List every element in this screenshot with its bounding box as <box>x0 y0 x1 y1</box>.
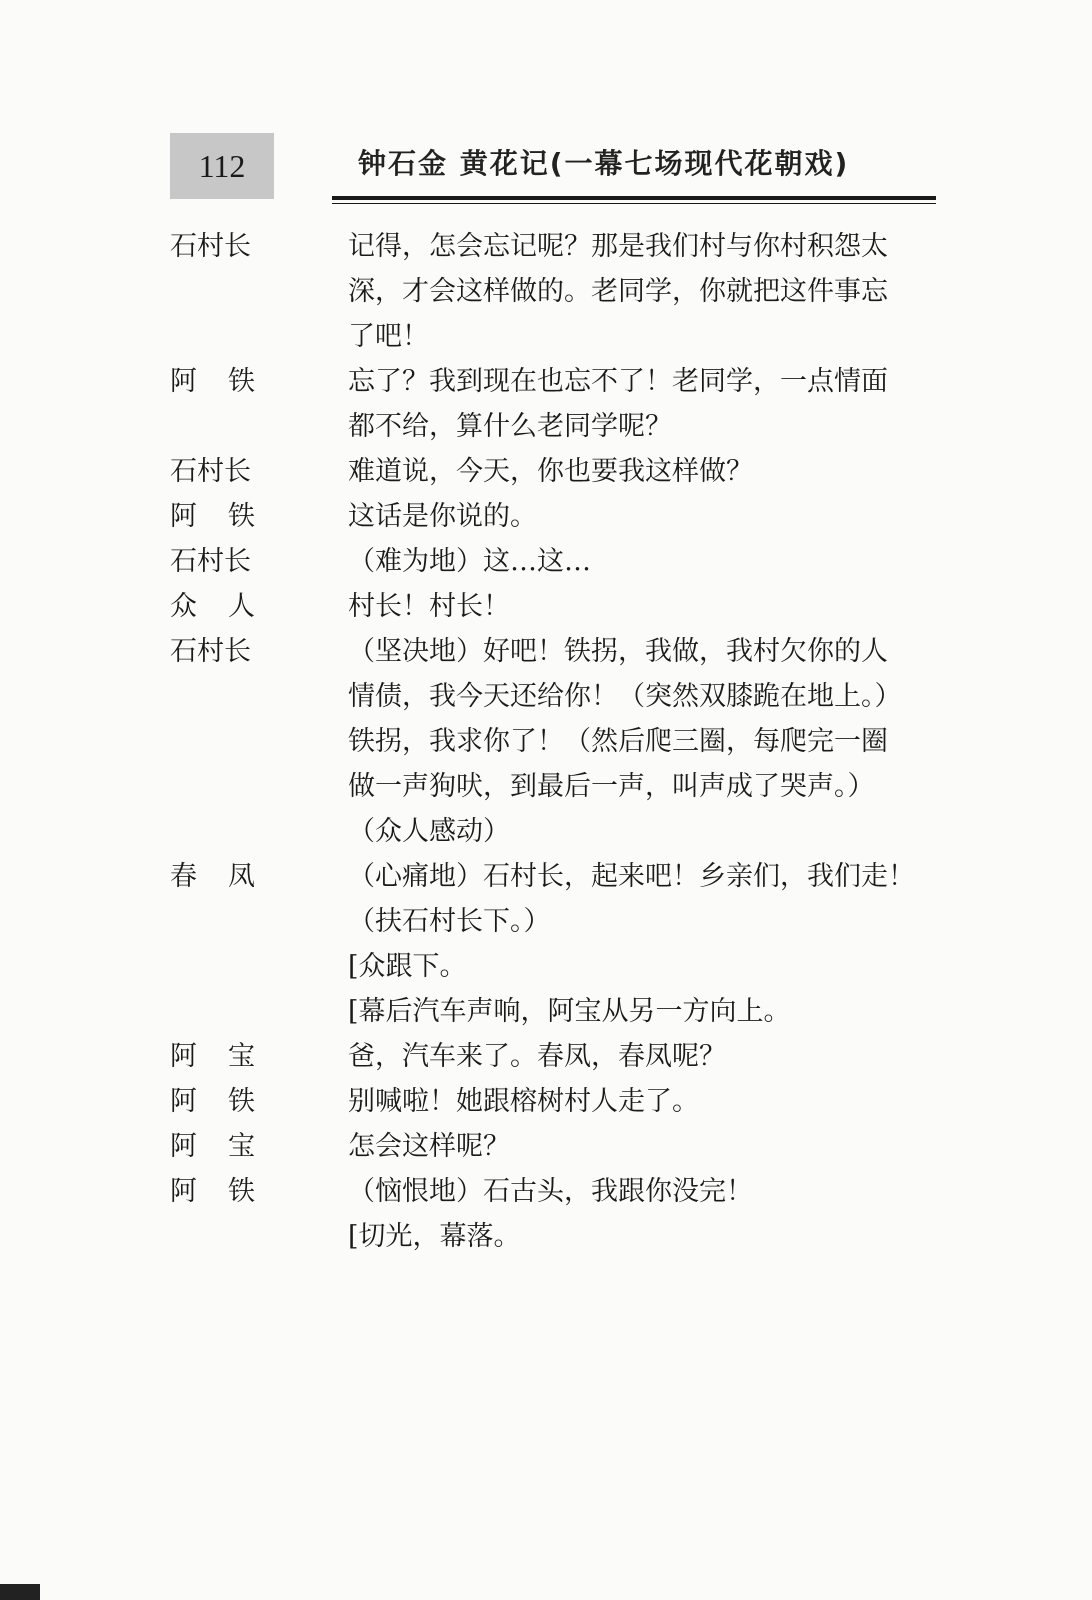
running-title: 钟石金 黄花记(一幕七场现代花朝戏) <box>358 147 850 180</box>
speaker-name: 石村长 <box>170 231 251 262</box>
speaker-char: 阿 <box>170 1086 197 1117</box>
dialogue-line: 村长！村长！ <box>348 591 510 622</box>
speaker-name <box>170 1034 280 1079</box>
dialogue-entry <box>170 1124 940 1169</box>
dialogue-line: 了吧！ <box>348 321 429 352</box>
dialogue-line: [幕后汽车声响，阿宝从另一方向上。 <box>348 996 791 1027</box>
dialogue-line: 怎会这样呢？ <box>348 1131 510 1162</box>
dialogue-lines <box>348 449 940 494</box>
dialogue-line: （心痛地）石村长，起来吧！乡亲们，我们走！ <box>348 861 915 892</box>
speaker-name: 石村长 <box>170 546 251 577</box>
dialogue-line: 铁拐，我求你了！（然后爬三圈，每爬完一圈 <box>348 726 888 757</box>
dialogue-line: 别喊啦！她跟榕树村人走了。 <box>348 1086 699 1117</box>
dialogue-lines <box>348 1079 940 1124</box>
speaker-char: 众 <box>170 591 197 622</box>
dialogue-entry <box>170 1079 940 1124</box>
dialogue-line: 做一声狗吠，到最后一声，叫声成了哭声。） <box>348 771 875 802</box>
dialogue-lines <box>348 359 940 449</box>
speaker-char: 阿 <box>170 1176 197 1207</box>
dialogue-lines <box>348 854 940 1034</box>
dialogue-entry <box>170 854 940 1034</box>
speaker-char: 宝 <box>228 1131 255 1162</box>
dialogue-entry <box>170 584 940 629</box>
script-body <box>170 224 940 1259</box>
dialogue-line: 爸，汽车来了。春凤，春凤呢？ <box>348 1041 726 1072</box>
speaker-char: 铁 <box>228 501 255 532</box>
dialogue-entry <box>170 539 940 584</box>
speaker-char: 铁 <box>228 1176 255 1207</box>
dialogue-entry <box>170 1034 940 1079</box>
dialogue-line: （恼恨地）石古头，我跟你没完！ <box>348 1176 753 1207</box>
speaker-name: 石村长 <box>170 636 251 667</box>
dialogue-line: 记得，怎会忘记呢？那是我们村与你村积怨太 <box>348 231 888 262</box>
dialogue-entry <box>170 359 940 449</box>
dialogue-line: （坚决地）好吧！铁拐，我做，我村欠你的人 <box>348 636 888 667</box>
speaker-name <box>170 1079 280 1124</box>
dialogue-lines <box>348 1124 940 1169</box>
speaker-char: 阿 <box>170 1131 197 1162</box>
header-rule-thin <box>332 203 936 204</box>
speaker-char: 阿 <box>170 1041 197 1072</box>
dialogue-entry <box>170 494 940 539</box>
dialogue-entry <box>170 224 940 359</box>
speaker-name <box>170 494 280 539</box>
speaker-name <box>170 584 280 629</box>
dialogue-line: 难道说，今天，你也要我这样做？ <box>348 456 753 487</box>
dialogue-line: 忘了？我到现在也忘不了！老同学，一点情面 <box>348 366 888 397</box>
dialogue-lines <box>348 629 940 854</box>
scan-edge-mark <box>0 1584 40 1600</box>
speaker-name <box>170 854 280 899</box>
speaker-char: 铁 <box>228 366 255 397</box>
speaker-char: 人 <box>228 591 255 622</box>
dialogue-line: [切光，幕落。 <box>348 1221 521 1252</box>
dialogue-line: 深，才会这样做的。老同学，你就把这件事忘 <box>348 276 888 307</box>
dialogue-entry <box>170 1169 940 1259</box>
speaker-char: 凤 <box>228 861 255 892</box>
page-number-box <box>170 133 274 199</box>
dialogue-line: （难为地）这…这… <box>348 546 591 577</box>
dialogue-entry <box>170 629 940 854</box>
speaker-name <box>170 1169 280 1214</box>
dialogue-entry <box>170 449 940 494</box>
header-rule-thick <box>332 196 936 200</box>
dialogue-lines <box>348 494 940 539</box>
dialogue-line: [众跟下。 <box>348 951 467 982</box>
dialogue-lines <box>348 224 940 359</box>
speaker-char: 铁 <box>228 1086 255 1117</box>
dialogue-lines <box>348 1169 940 1259</box>
dialogue-line: 都不给，算什么老同学呢？ <box>348 411 672 442</box>
speaker-name <box>170 1124 280 1169</box>
dialogue-line: 这话是你说的。 <box>348 501 537 532</box>
speaker-char: 阿 <box>170 366 197 397</box>
speaker-char: 春 <box>170 861 197 892</box>
dialogue-line: （众人感动） <box>348 816 510 847</box>
dialogue-lines <box>348 1034 940 1079</box>
dialogue-line: 情债，我今天还给你！（突然双膝跪在地上。） <box>348 681 902 712</box>
speaker-char: 宝 <box>228 1041 255 1072</box>
speaker-name <box>170 359 280 404</box>
dialogue-lines <box>348 539 940 584</box>
speaker-name: 石村长 <box>170 456 251 487</box>
speaker-char: 阿 <box>170 501 197 532</box>
dialogue-line: （扶石村长下。） <box>348 906 551 937</box>
dialogue-lines <box>348 584 940 629</box>
page-number: 112 <box>198 147 246 184</box>
